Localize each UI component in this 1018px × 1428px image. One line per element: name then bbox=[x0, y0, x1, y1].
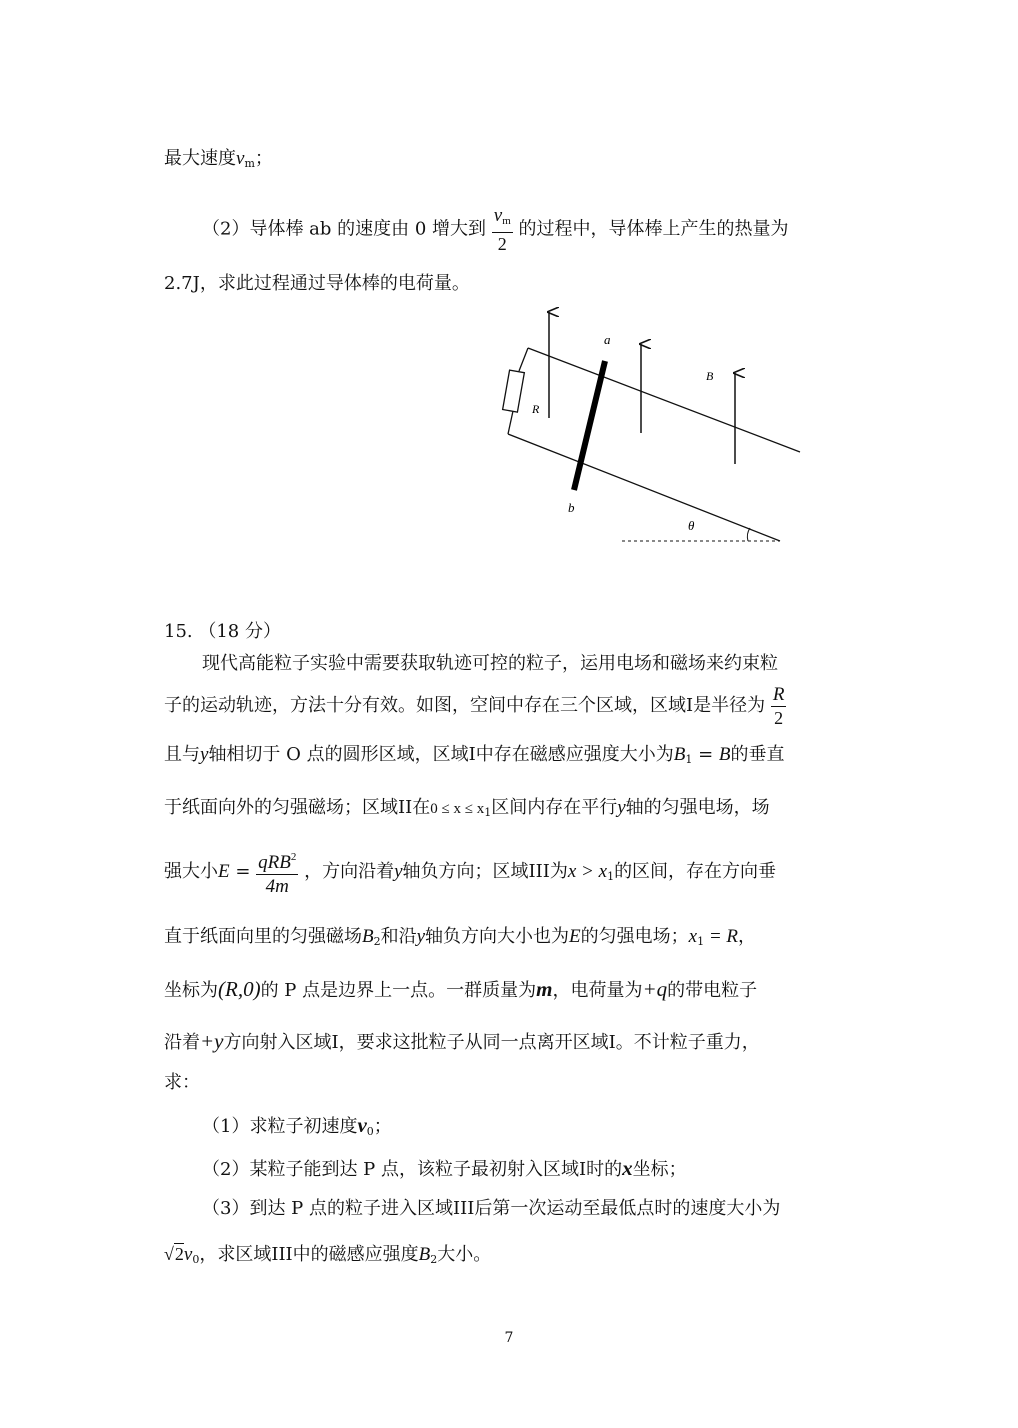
label-b: b bbox=[568, 500, 575, 515]
vm-over-2-fraction: $\frac{v_m}{2}$ bbox=[493, 205, 511, 254]
lower-rail bbox=[508, 434, 780, 541]
q15-line3: 且与y轴相切于 O 点的圆形区域，区域I中存在磁感应强度大小为$B_1 = B$的垂直 bbox=[164, 744, 785, 766]
page-number: 7 bbox=[504, 1330, 514, 1346]
label-B: B bbox=[706, 369, 714, 383]
R-over-2-fraction: $\frac{R}{2}$ bbox=[772, 684, 785, 728]
label-a: a bbox=[604, 332, 611, 347]
q15-part1: （1）求粒子初速度$v_0$； bbox=[202, 1113, 392, 1138]
q15-line8: 沿着+y方向射入区域I，要求这批粒子从同一点离开区域I。不计粒子重力， bbox=[164, 1029, 760, 1053]
theta-arc bbox=[747, 528, 750, 541]
q15-line9: 求： bbox=[164, 1072, 200, 1093]
label-R: R bbox=[532, 402, 540, 416]
q15-part3: （3）到达 P 点的粒子进入区域III后第一次运动至最低点时的速度大小为 bbox=[202, 1198, 781, 1219]
incline-rail-figure bbox=[0, 0, 1018, 600]
resistor-R bbox=[503, 370, 525, 412]
q14-part2-line: （2）导体棒 ab 的速度由 0 增大到 $\frac{v_m}{2}$ 的过程中，导体棒上产生的热量为 bbox=[202, 205, 789, 254]
q15-line6: 直于纸面向里的匀强磁场$B_2$和沿y轴负方向大小也为E的匀强电场；$x_1 = R$， bbox=[164, 926, 757, 948]
q15-line1: 现代高能粒子实验中需要获取轨迹可控的粒子，运用电场和磁场来约束粒 bbox=[202, 653, 778, 674]
q15-line7: 坐标为(R,0)的 P 点是边界上一点。一群质量为m，电荷量为+q的带电粒子 bbox=[164, 977, 758, 1001]
upper-rail bbox=[528, 348, 800, 452]
sqrt-2-v0: √2 bbox=[164, 1244, 184, 1264]
q15-line2: 子的运动轨迹，方法十分有效。如图，空间中存在三个区域，区域I是半径为 $\frac{R}{2}$ bbox=[164, 684, 785, 728]
E-formula-fraction: $\frac{qRB^2}{4m}$ bbox=[256, 846, 298, 898]
q14-part2-line2: 2.7J，求此过程通过导体棒的电荷量。 bbox=[164, 273, 470, 294]
q15-part3-line2: $√2v_0$，求区域III中的磁感应强度$B_2$大小。 bbox=[164, 1244, 492, 1266]
q15-line5: 强大小E = $\frac{qRB^2}{4m}$ ，方向沿着y轴负方向；区域III为$x > x_1$的区间，存在方向垂 bbox=[164, 846, 776, 898]
q15-line4: 于纸面向外的匀强磁场；区域II在$0 \le x \le x_1$区间内存在平行y轴的匀强电场，场 bbox=[164, 797, 770, 819]
q15-header: 15. （18 分） bbox=[164, 621, 281, 642]
q14-max-speed-line: 最大速度$v_m$； bbox=[164, 148, 273, 170]
q15-part2: （2）某粒子能到达 P 点，该粒子最初射入区域I时的x坐标； bbox=[202, 1156, 687, 1180]
label-theta: θ bbox=[688, 518, 695, 533]
